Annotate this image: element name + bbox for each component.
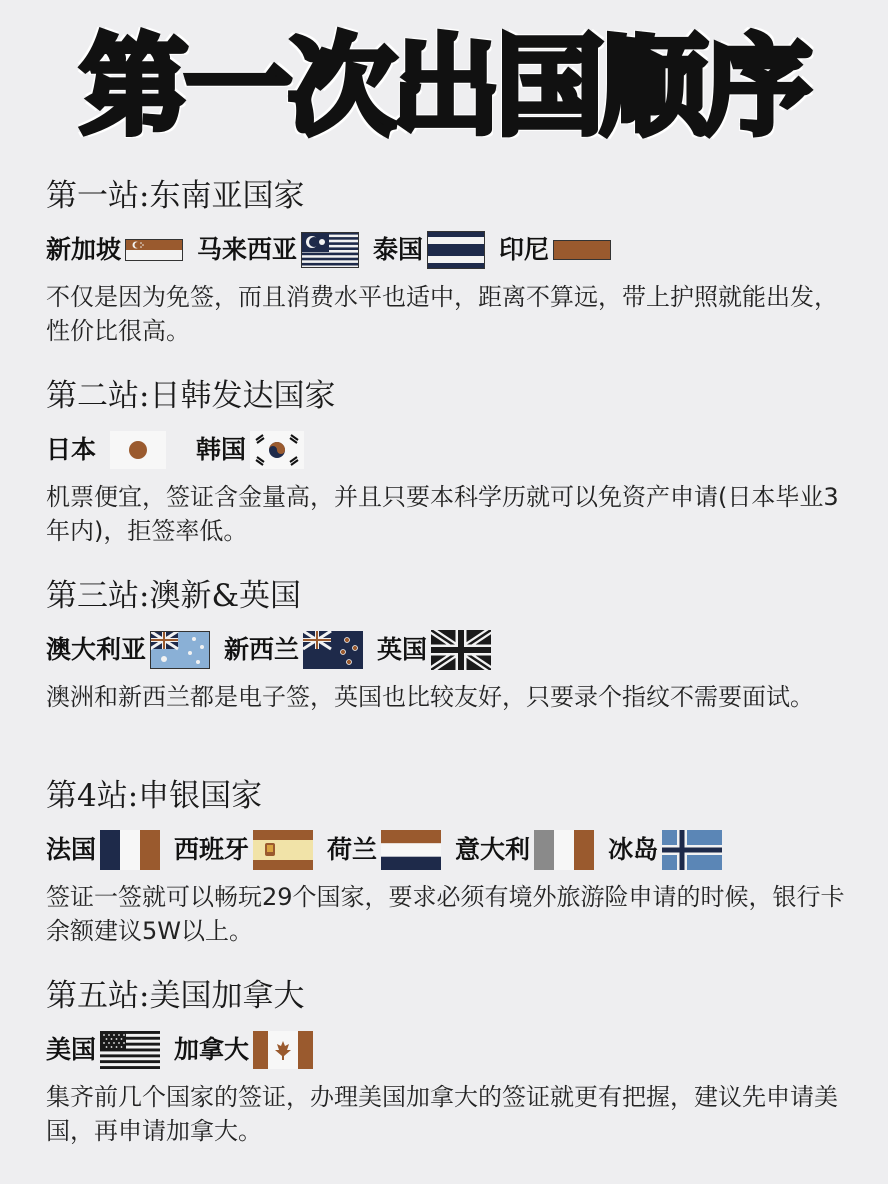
country-label: 荷兰	[327, 835, 378, 864]
thailand-flag-icon	[427, 231, 485, 269]
new-zealand-flag-icon	[303, 631, 363, 669]
section-southeast-asia	[46, 176, 846, 348]
country-label: 澳大利亚	[46, 635, 147, 664]
section-description: 集齐前几个国家的签证，办理美国加拿大的签证就更有把握，建议先申请美国，再申请加拿大。	[46, 1083, 838, 1145]
country-label: 印尼	[499, 235, 550, 264]
section-schengen	[46, 776, 846, 948]
country-label: 马来西亚	[197, 235, 298, 264]
section-heading: 第一站:东南亚国家	[46, 178, 305, 214]
country-label: 泰国	[373, 235, 424, 264]
australia-flag-icon	[150, 631, 210, 669]
country-label: 新西兰	[224, 635, 300, 664]
country-label: 意大利	[455, 835, 531, 864]
section-description: 机票便宜，签证含金量高，并且只要本科学历就可以免资产申请(日本毕业3年内)，拒签率低。	[46, 483, 839, 545]
flags-row	[46, 428, 846, 472]
section-heading: 第二站:日韩发达国家	[46, 378, 336, 414]
section-japan-korea	[46, 376, 846, 548]
iceland-flag-icon	[662, 830, 722, 870]
section-heading: 第三站:澳新&英国	[46, 578, 302, 614]
canada-flag-icon	[253, 1031, 313, 1069]
country-label: 加拿大	[174, 1035, 250, 1064]
country-label: 法国	[46, 835, 97, 864]
singapore-flag-icon	[125, 239, 183, 261]
netherlands-flag-icon	[381, 830, 441, 870]
indonesia-flag-icon	[553, 240, 611, 260]
uk-flag-icon	[431, 630, 491, 670]
section-aus-nz-uk	[46, 576, 846, 714]
japan-flag-icon	[110, 431, 166, 469]
malaysia-flag-icon	[301, 232, 359, 268]
usa-flag-icon	[100, 1031, 160, 1069]
section-heading: 第五站:美国加拿大	[46, 978, 305, 1014]
italy-flag-icon	[534, 830, 594, 870]
country-label: 日本	[46, 435, 97, 464]
section-description: 澳洲和新西兰都是电子签，英国也比较友好，只要录个指纹不需要面试。	[46, 683, 814, 711]
korea-flag-icon	[250, 431, 304, 469]
page-title: 第一次出国顺序	[79, 25, 808, 150]
france-flag-icon	[100, 830, 160, 870]
spain-flag-icon	[253, 830, 313, 870]
country-label: 冰岛	[608, 835, 659, 864]
section-description: 不仅是因为免签，而且消费水平也适中，距离不算远，带上护照就能出发，性价比很高。	[46, 283, 838, 345]
flags-row	[46, 1028, 846, 1072]
country-label: 新加坡	[46, 235, 122, 264]
flags-row	[46, 828, 846, 872]
section-description: 签证一签就可以畅玩29个国家，要求必须有境外旅游险申请的时候，银行卡余额建议5W以上。	[46, 883, 845, 945]
country-label: 西班牙	[174, 835, 250, 864]
country-label: 韩国	[196, 435, 247, 464]
country-label: 美国	[46, 1035, 97, 1064]
section-usa-canada	[46, 976, 846, 1148]
country-label: 英国	[377, 635, 428, 664]
flags-row	[46, 628, 846, 672]
section-heading: 第4站:申银国家	[46, 778, 263, 814]
flags-row	[46, 228, 846, 272]
